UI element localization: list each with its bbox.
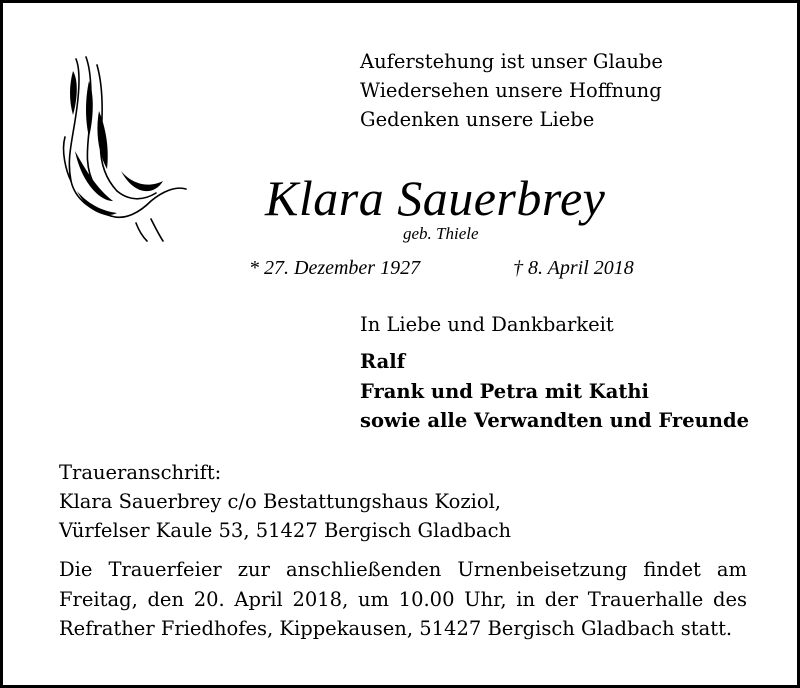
mourner-name: Ralf <box>360 350 406 373</box>
verse-line: Gedenken unsere Liebe <box>360 108 595 131</box>
maiden-name: geb. Thiele <box>403 224 479 243</box>
funeral-notice-line: Refrather Friedhofes, Kippekausen, 51427 Bergisch Gladbach statt. <box>59 617 733 640</box>
mourner-name: sowie alle Verwandten und Freunde <box>360 409 750 432</box>
mourners-intro: In Liebe und Dankbarkeit <box>360 313 614 336</box>
verse-line: Auferstehung ist unser Glaube <box>360 50 663 73</box>
mourners-list <box>360 347 749 436</box>
praying-hands-icon <box>51 51 191 246</box>
address-line: Vürfelser Kaule 53, 51427 Bergisch Gladbach <box>59 519 512 542</box>
funeral-notice-line: Die Trauerfeier zur anschließenden Urnenbeisetzung findet am <box>59 558 747 581</box>
funeral-notice <box>59 555 747 644</box>
address-label: Traueranschrift: <box>59 461 222 484</box>
mourner-name: Frank und Petra mit Kathi <box>360 379 649 403</box>
death-date: † 8. April 2018 <box>513 257 634 279</box>
deceased-name: Klara Sauerbrey <box>265 170 606 226</box>
verse-line: Wiedersehen unsere Hoffnung <box>360 79 662 102</box>
funeral-notice-line: Freitag, den 20. April 2018, um 10.00 Uhr, in der Trauerhalle des <box>59 587 747 611</box>
verse <box>360 47 663 134</box>
mourning-address <box>59 458 511 545</box>
birth-date: * 27. Dezember 1927 <box>249 257 421 279</box>
address-line: Klara Sauerbrey c/o Bestattungshaus Koziol, <box>59 490 502 513</box>
